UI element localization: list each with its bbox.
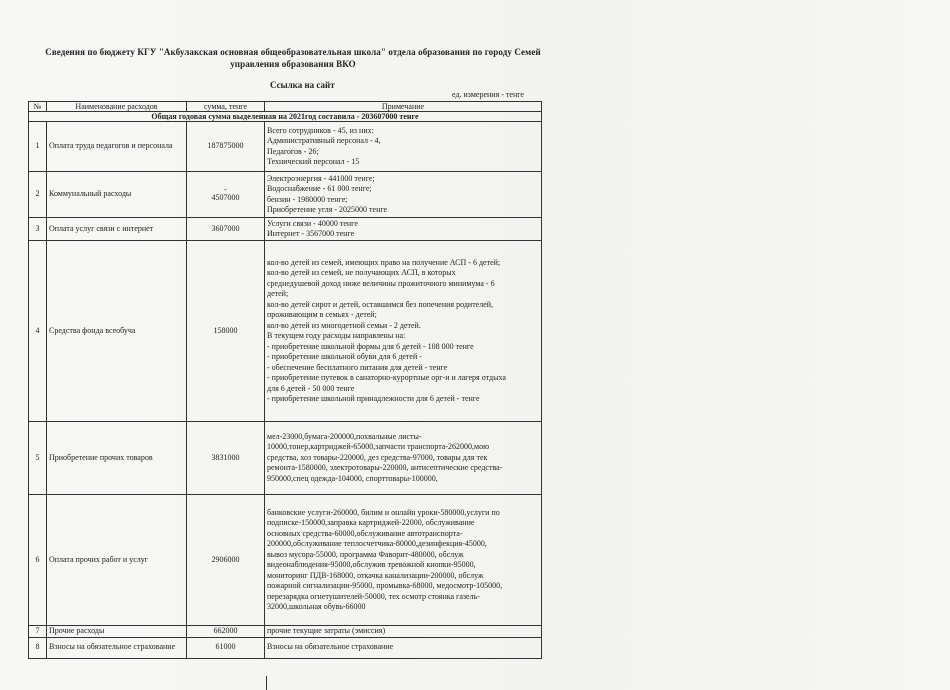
table-row xyxy=(29,122,542,172)
row-number: 8 xyxy=(29,637,47,658)
units-note: ед. измерения - тенге xyxy=(452,90,524,99)
note-line: кол-во детей из семей, не получающих АСП, в которых xyxy=(267,268,456,277)
note-line: 32000,школьная обувь-66000 xyxy=(267,602,366,611)
note-line: перезарядка огнетушителей-50000, тех осмотр стоянка газель- xyxy=(267,591,480,601)
note-line: Педагогов - 26; xyxy=(267,146,319,156)
scan-border-line xyxy=(266,676,267,690)
note-line: - обеспечение бесплатного питания для детей - тенге xyxy=(267,362,448,372)
table-header-row xyxy=(29,102,542,112)
note-line: 10000,тонер,картриджей-65000,запчасти транспорта-262000,мою xyxy=(267,442,490,452)
note-line: бензин - 1980000 тенге; xyxy=(267,194,348,204)
note-line: - приобретение школьной обуви для 6 детей - xyxy=(267,352,422,361)
row-number: 2 xyxy=(29,172,47,218)
note-line: проживающим в семьях - детей; xyxy=(267,310,377,319)
expense-name: Приобретение прочих товаров xyxy=(47,422,187,495)
note-line: 950000,спец одежда-104000, спорттовары-100000, xyxy=(267,473,438,483)
note-line: банковские услуги-260000, билим и онлайн уроки-580000,услуги по xyxy=(267,507,500,517)
expense-note xyxy=(265,422,542,495)
expense-note xyxy=(265,172,542,218)
note-line: мел-23000,бумага-200000,похвальные листы- xyxy=(267,431,422,441)
expense-name: Взносы на обязательное страхование xyxy=(47,637,187,658)
row-number: 1 xyxy=(29,122,47,172)
expense-note xyxy=(265,637,542,658)
note-line: подписке-150000,заправка картриджей-22000, обслуживание xyxy=(267,518,475,527)
site-link-caption: Ссылка на сайт xyxy=(270,80,335,90)
budget-table xyxy=(28,101,542,659)
expense-name: Средства фонда всеобуча xyxy=(47,241,187,422)
table-row xyxy=(29,218,542,241)
note-line: кол-во детей из многодетной семьи - 2 детей. xyxy=(267,320,421,330)
note-line: Услуги связи - 40000 тенге xyxy=(267,218,358,228)
note-line: мониторинг ПДВ-168000, откачка канализации-200000, обслуж xyxy=(267,570,484,580)
note-line: - приобретение школьной формы для 6 детей - 108 000 тенге xyxy=(267,341,474,351)
note-line: Приобретение угля - 2025000 тенге xyxy=(267,205,388,214)
expense-note xyxy=(265,218,542,241)
note-line: ремонта-1580000, электротовары-220000, антисептические средства- xyxy=(267,463,503,473)
table-row xyxy=(29,626,542,638)
table-row xyxy=(29,495,542,626)
expense-note xyxy=(265,495,542,626)
column-header-sum: сумма, тенге xyxy=(187,102,265,112)
row-number: 4 xyxy=(29,241,47,422)
table-row xyxy=(29,172,542,218)
expense-name: Оплата услуг связи с интернет xyxy=(47,218,187,241)
note-line: Интернет - 3567000 тенге xyxy=(267,229,355,238)
table-row xyxy=(29,422,542,495)
note-line: Водоснабжение - 61 000 тенге; xyxy=(267,184,372,193)
note-line: 200000,обслуживание теплосчетчика-80000,дезинфекция-45000, xyxy=(267,539,487,548)
note-line: В текущем году расходы направлены на: xyxy=(267,331,406,340)
expense-name: Прочие расходы xyxy=(47,626,187,638)
note-line: прочие текущие затраты (эмиссия) xyxy=(267,626,386,635)
table-row xyxy=(29,637,542,658)
expense-note xyxy=(265,241,542,422)
note-line: вывоз мусора-55000, программа Фаворит-480000, обслуж xyxy=(267,549,464,559)
note-line: средства, хоз товары-220000, дез средства-97000, товары для тек xyxy=(267,452,488,462)
note-line: Технический персонал - 15 xyxy=(267,157,360,166)
expense-note xyxy=(265,626,542,638)
document-title: Сведения по бюджету КГУ "Акбулакская основная общеобразовательная школа" отдела образования по городу Семей управления образования ВКО xyxy=(45,47,541,69)
column-header-number: № xyxy=(29,102,47,112)
expense-note xyxy=(265,122,542,172)
sum-mark: - xyxy=(224,184,227,194)
expense-name: Оплата труда педагогов и персонала xyxy=(47,122,187,172)
note-line: видеонаблюдения-95000,обслужив тревожной кнопки-95000, xyxy=(267,560,476,569)
table-row xyxy=(29,241,542,422)
expense-sum: 3607000 xyxy=(187,218,265,241)
expense-sum: 2906000 xyxy=(187,495,265,626)
note-line: для 6 детей - 50 000 тенге xyxy=(267,383,355,393)
expense-sum: 61000 xyxy=(187,637,265,658)
row-number: 3 xyxy=(29,218,47,241)
total-row xyxy=(29,112,542,122)
expense-sum: 187875000 xyxy=(187,122,265,172)
note-line: детей; xyxy=(267,289,289,298)
row-number: 7 xyxy=(29,626,47,638)
note-line: - приобретение путевок в санаторно-курортные орг-и и лагеря отдыха xyxy=(267,373,506,382)
note-line: Всего сотрудников - 45, из них: xyxy=(267,125,374,135)
expense-name: Оплата прочих работ и услуг xyxy=(47,495,187,626)
note-line: кол-во детей из семей, имеющих право на получение АСП - 6 детей; xyxy=(267,257,501,267)
row-number: 5 xyxy=(29,422,47,495)
note-line: среднедушевой доход ниже величины прожиточного минимума - 6 xyxy=(267,278,495,288)
expense-sum: 3831000 xyxy=(187,422,265,495)
expense-sum: 4507000 xyxy=(211,192,240,202)
row-number: 6 xyxy=(29,495,47,626)
note-line: кол-во детей сирот и детей, оставшимся без попечения родителей, xyxy=(267,299,494,309)
expense-sum: 662000 xyxy=(187,626,265,638)
note-line: - приобретение школьной принадлежности для 6 детей - тенге xyxy=(267,394,480,403)
note-line: основных средства-60000,обслуживание автотранспорта- xyxy=(267,528,463,538)
total-amount-text: Общая годовая сумма выделенная на 2021год составила - 203607000 тенге xyxy=(29,112,542,122)
expense-sum-cell xyxy=(187,172,265,218)
expense-name: Коммунальный расходы xyxy=(47,172,187,218)
column-header-note: Примечание xyxy=(265,102,542,112)
note-line: пожарной сигнализации-95000, промывка-68000, медосмотр-105000, xyxy=(267,581,503,590)
column-header-name: Наименование расходов xyxy=(47,102,187,112)
note-line: Электроэнергия - 441000 тенге; xyxy=(267,173,375,183)
note-line: Взносы на обязательное страхование xyxy=(267,642,394,652)
note-line: Административный персонал - 4, xyxy=(267,136,381,145)
expense-sum: 158000 xyxy=(187,241,265,422)
